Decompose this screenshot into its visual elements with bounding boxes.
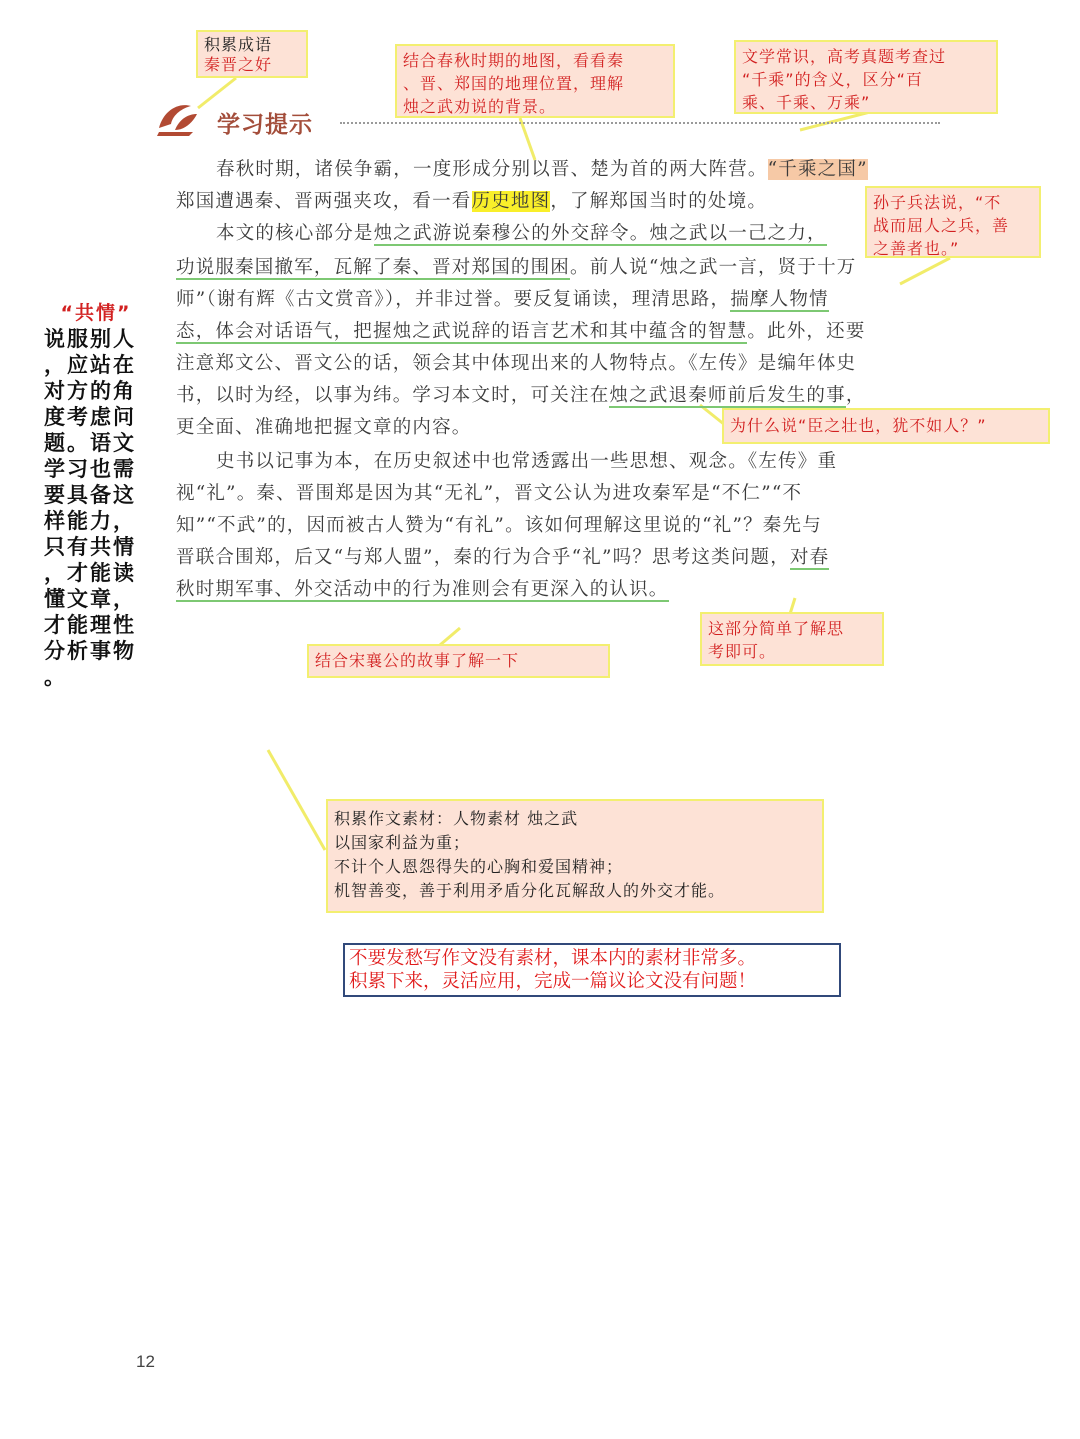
body-line-7 xyxy=(176,352,856,376)
note-material-line: 机智善变，善于利用矛盾分化瓦解敌人的外交才能。 xyxy=(334,881,726,900)
body-line-8 xyxy=(176,384,866,408)
note-song xyxy=(307,644,610,678)
note-sunzi xyxy=(865,186,1041,258)
highlight-history-map: 历史地图 xyxy=(471,191,551,212)
connector-material xyxy=(268,750,325,850)
note-idiom-line: 秦晋之好 xyxy=(204,55,273,74)
underline-events: 烛之武退秦师前后发生的事 xyxy=(609,385,846,406)
note-simple-line: 考即可。 xyxy=(708,642,777,661)
body-text: ，了解郑国当时的处境。 xyxy=(550,191,768,212)
body-text: 史书以记事为本，在历史叙述中也常透露出一些思想、观念。《左传》重 xyxy=(216,451,838,472)
connector-sunzi xyxy=(900,258,950,284)
body-line-2 xyxy=(176,190,767,214)
note-sunzi-line: 之善者也。” xyxy=(873,239,960,258)
body-text: 春秋时期，诸侯争霸，一度形成分别以晋、楚为首的两大阵营。 xyxy=(216,159,768,180)
note-sunzi-line: 战而屈人之兵，善 xyxy=(873,216,1010,235)
connector-song xyxy=(440,628,460,645)
study-tip-icon xyxy=(155,100,199,138)
sidebar-note xyxy=(44,300,148,690)
underline-diplomacy: 烛之武游说秦穆公的外交辞令 xyxy=(373,223,630,244)
body-line-6 xyxy=(176,320,866,344)
sidebar-line: 懂文章， xyxy=(44,587,136,611)
body-text: ， xyxy=(845,385,866,406)
note-why-text: 为什么说“臣之壮也，犹不如人？” xyxy=(730,416,987,435)
sidebar-line: 分析事物 xyxy=(44,639,136,663)
body-text: 。烛之武以一己之力， xyxy=(629,223,827,244)
material-reminder-box xyxy=(343,943,841,997)
sidebar-line: 要具备这 xyxy=(44,483,136,507)
body-text: 书，以时为经，以事为纬。学习本文时，可关注在 xyxy=(176,385,610,406)
note-song-text: 结合宋襄公的故事了解一下 xyxy=(315,651,520,670)
underline-language-art: 态，体会对话语气，把握烛之武说辞的语言艺术和其中蕴含的智慧 xyxy=(176,321,748,342)
note-material xyxy=(326,799,824,913)
body-text: 。前人说“烛之武一言，贤于十万 xyxy=(570,257,857,278)
reminder-line: 不要发愁写作文没有素材，课本内的素材非常多。 xyxy=(349,948,757,969)
sidebar-line: 题。语文 xyxy=(44,431,136,455)
body-line-1 xyxy=(216,158,868,182)
note-map-line: 结合春秋时期的地图，看看秦 xyxy=(403,51,625,70)
sidebar-line: 样能力， xyxy=(44,509,136,533)
note-simple xyxy=(700,612,884,666)
underline-persuade: 功说服秦国撤军，瓦解了秦、晋对郑国的围困 xyxy=(176,257,571,278)
highlight-qiansheng: “千乘之国” xyxy=(767,159,868,180)
sidebar-line: 对方的角 xyxy=(44,379,136,403)
underline-character: 揣摩人物情 xyxy=(730,289,829,310)
body-line-11 xyxy=(176,482,802,506)
sidebar-line: 说服别人 xyxy=(44,327,136,351)
sidebar-line: 只有共情 xyxy=(44,535,136,559)
note-sunzi-line: 孙子兵法说，“不 xyxy=(873,193,1002,212)
note-simple-line: 这部分简单了解思 xyxy=(708,619,845,638)
body-text: 师”（谢有辉《古文赏音》），并非过誉。要反复诵读，理清思路， xyxy=(176,289,731,310)
note-literature-line: “千乘”的含义，区分“百 xyxy=(742,70,923,89)
body-line-12 xyxy=(176,514,822,538)
sidebar-line: ，应站在 xyxy=(44,353,136,377)
section-title: 学习提示 xyxy=(217,112,313,138)
body-text: 。此外，还要 xyxy=(747,321,866,342)
underline-norms-cont: 秋时期军事、外交活动中的行为准则会有更深入的认识。 xyxy=(176,579,669,600)
page-number: 12 xyxy=(136,1352,155,1371)
body-line-3 xyxy=(216,222,827,246)
note-idiom xyxy=(196,30,308,78)
note-idiom-line: 积累成语 xyxy=(204,35,273,54)
sidebar-line: 才能理性 xyxy=(44,613,136,637)
body-text: 本文的核心部分是 xyxy=(216,223,374,244)
note-literature-line: 乘、千乘、万乘” xyxy=(742,93,871,112)
sidebar-line: 。 xyxy=(44,665,67,689)
reminder-line: 积累下来，灵活应用，完成一篇议论文没有问题！ xyxy=(349,971,757,992)
body-line-14 xyxy=(176,578,669,602)
note-map-line: 烛之武劝说的背景。 xyxy=(403,97,557,116)
body-line-13 xyxy=(176,546,829,570)
body-line-9 xyxy=(176,416,472,440)
underline-norms: 对春 xyxy=(789,547,830,568)
body-text: 晋联合围郑，后又“与郑人盟”，秦的行为合乎“礼”吗？思考这类问题， xyxy=(176,547,790,568)
body-text: 视“礼”。秦、晋围郑是因为其“无礼”，晋文公认为进攻秦军是“不仁”“不 xyxy=(176,483,803,504)
body-text: 更全面、准确地把握文章的内容。 xyxy=(176,417,472,438)
body-line-10 xyxy=(216,450,837,474)
note-material-line: 不计个人恩怨得失的心胸和爱国精神； xyxy=(334,857,624,876)
body-line-5 xyxy=(176,288,829,312)
note-material-line: 以国家利益为重； xyxy=(334,833,471,852)
sidebar-title: “共情” xyxy=(60,302,132,324)
body-text: 郑国遭遇秦、晋两强夹攻，看一看 xyxy=(176,191,472,212)
body-text: 注意郑文公、晋文公的话，领会其中体现出来的人物特点。《左传》是编年体史 xyxy=(176,353,857,374)
dotted-rule xyxy=(340,122,940,124)
note-map-line: 、晋、郑国的地理位置，理解 xyxy=(403,74,625,93)
note-literature-line: 文学常识，高考真题考查过 xyxy=(742,47,947,66)
sidebar-line: ，才能读 xyxy=(44,561,136,585)
body-line-4 xyxy=(176,256,856,280)
section-header xyxy=(155,100,955,144)
note-why xyxy=(722,408,1050,444)
note-material-line: 积累作文素材：人物素材 烛之武 xyxy=(334,809,579,828)
sidebar-line: 学习也需 xyxy=(44,457,136,481)
body-text: 知”“不武”的，因而被古人赞为“有礼”。该如何理解这里说的“礼”？秦先与 xyxy=(176,515,822,536)
sidebar-line: 度考虑问 xyxy=(44,405,136,429)
